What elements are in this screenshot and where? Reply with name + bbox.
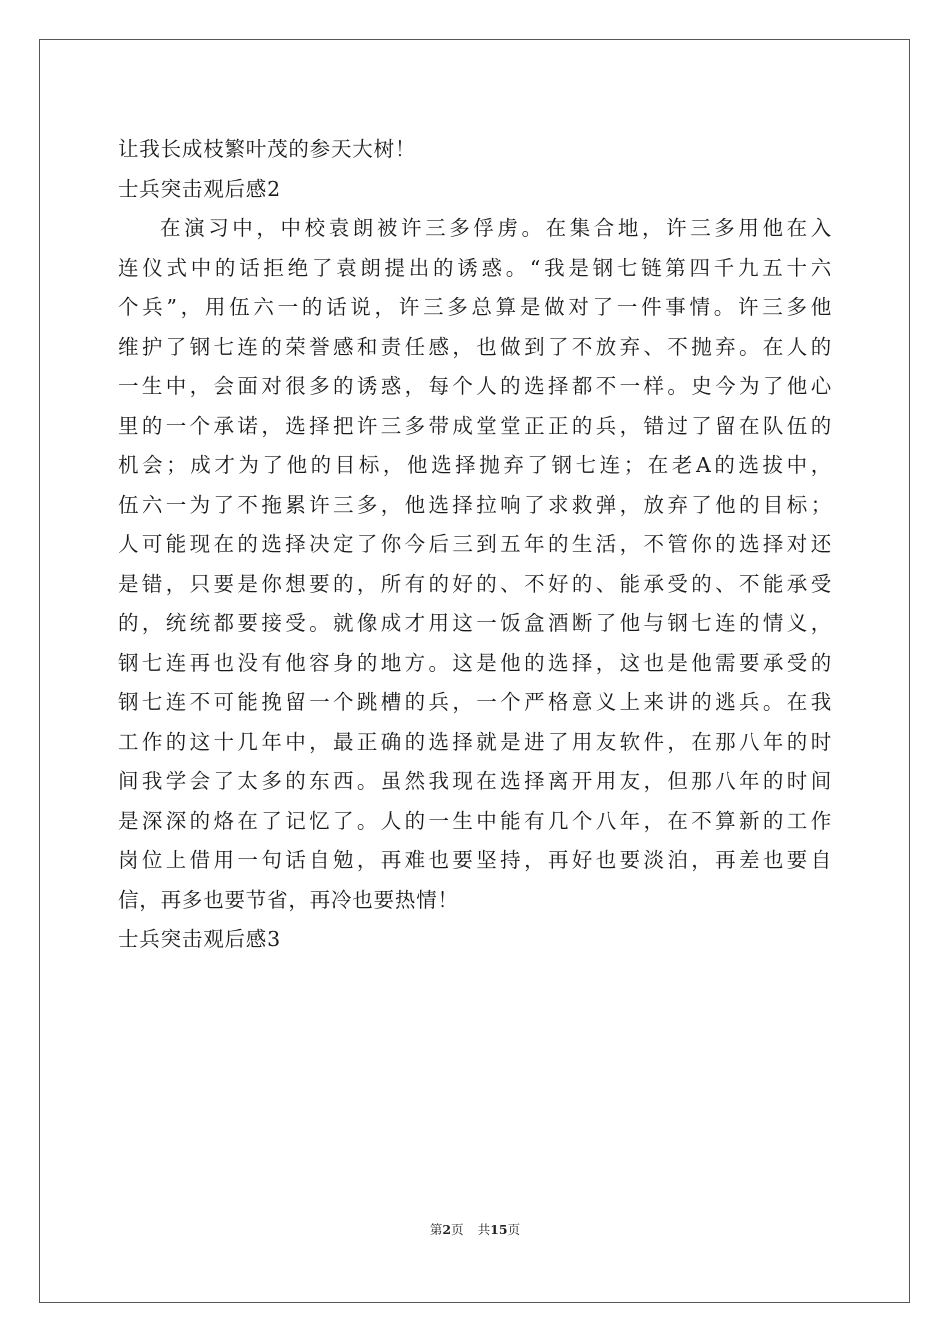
section-heading: 士兵突击观后感3 [118, 927, 281, 951]
text-line: 机会；成才为了他的目标，他选择抛弃了钢七连；在老A的选拔中， [118, 453, 832, 477]
text-line: 岗位上借用一句话自勉，再难也要坚持，再好也要淡泊，再差也要自 [118, 848, 832, 872]
text-line: 信，再多也要节省，再冷也要热情！ [118, 887, 459, 912]
text-line: 让我长成枝繁叶茂的参天大树！ [118, 137, 417, 161]
footer-total-unit: 页 [507, 1222, 521, 1237]
text-line: 在演习中，中校袁朗被许三多俘虏。在集合地，许三多用他在入 [160, 216, 832, 240]
text-line: 是深深的烙在了记忆了。人的一生中能有几个八年，在不算新的工作 [118, 808, 832, 833]
text-line: 一生中，会面对很多的诱惑，每个人的选择都不一样。史今为了他心 [118, 374, 832, 398]
text-line: 个兵”，用伍六一的话说，许三多总算是做对了一件事情。许三多他 [118, 295, 832, 319]
text-line: 连仪式中的话拒绝了袁朗提出的诱惑。“我是钢七链第四千九五十六 [118, 255, 832, 280]
text-line: 钢七连再也没有他容身的地方。这是他的选择，这也是他需要承受的 [118, 650, 832, 675]
footer-page-unit: 页 [451, 1222, 464, 1237]
page-footer [0, 1220, 950, 1238]
footer-total-prefix: 共 [477, 1222, 491, 1237]
footer-total-pages: 15 [490, 1222, 508, 1237]
text-line: 里的一个承诺，选择把许三多带成堂堂正正的兵，错过了留在队伍的 [118, 413, 832, 438]
text-line: 维护了钢七连的荣誉感和责任感，也做到了不放弃、不抛弃。在人的 [118, 334, 832, 359]
document-body [118, 130, 832, 960]
footer-page-number: 2 [442, 1222, 452, 1237]
text-line: 工作的这十几年中，最正确的选择就是进了用友软件，在那八年的时 [118, 729, 832, 754]
section-heading: 士兵突击观后感2 [118, 176, 281, 201]
footer-page-prefix: 第 [429, 1222, 443, 1237]
text-line: 人可能现在的选择决定了你今后三到五年的生活，不管你的选择对还 [118, 532, 832, 556]
text-line: 间我学会了太多的东西。虽然我现在选择离开用友，但那八年的时间 [118, 769, 832, 793]
text-line: 是错，只要是你想要的，所有的好的、不好的、能承受的、不能承受 [118, 571, 832, 596]
text-line: 的，统统都要接受。就像成才用这一饭盒酒断了他与钢七连的情义， [118, 611, 832, 635]
text-line: 伍六一为了不拖累许三多，他选择拉响了求救弹，放弃了他的目标； [118, 492, 832, 517]
text-line: 钢七连不可能挽留一个跳槽的兵，一个严格意义上来讲的逃兵。在我 [118, 690, 832, 714]
